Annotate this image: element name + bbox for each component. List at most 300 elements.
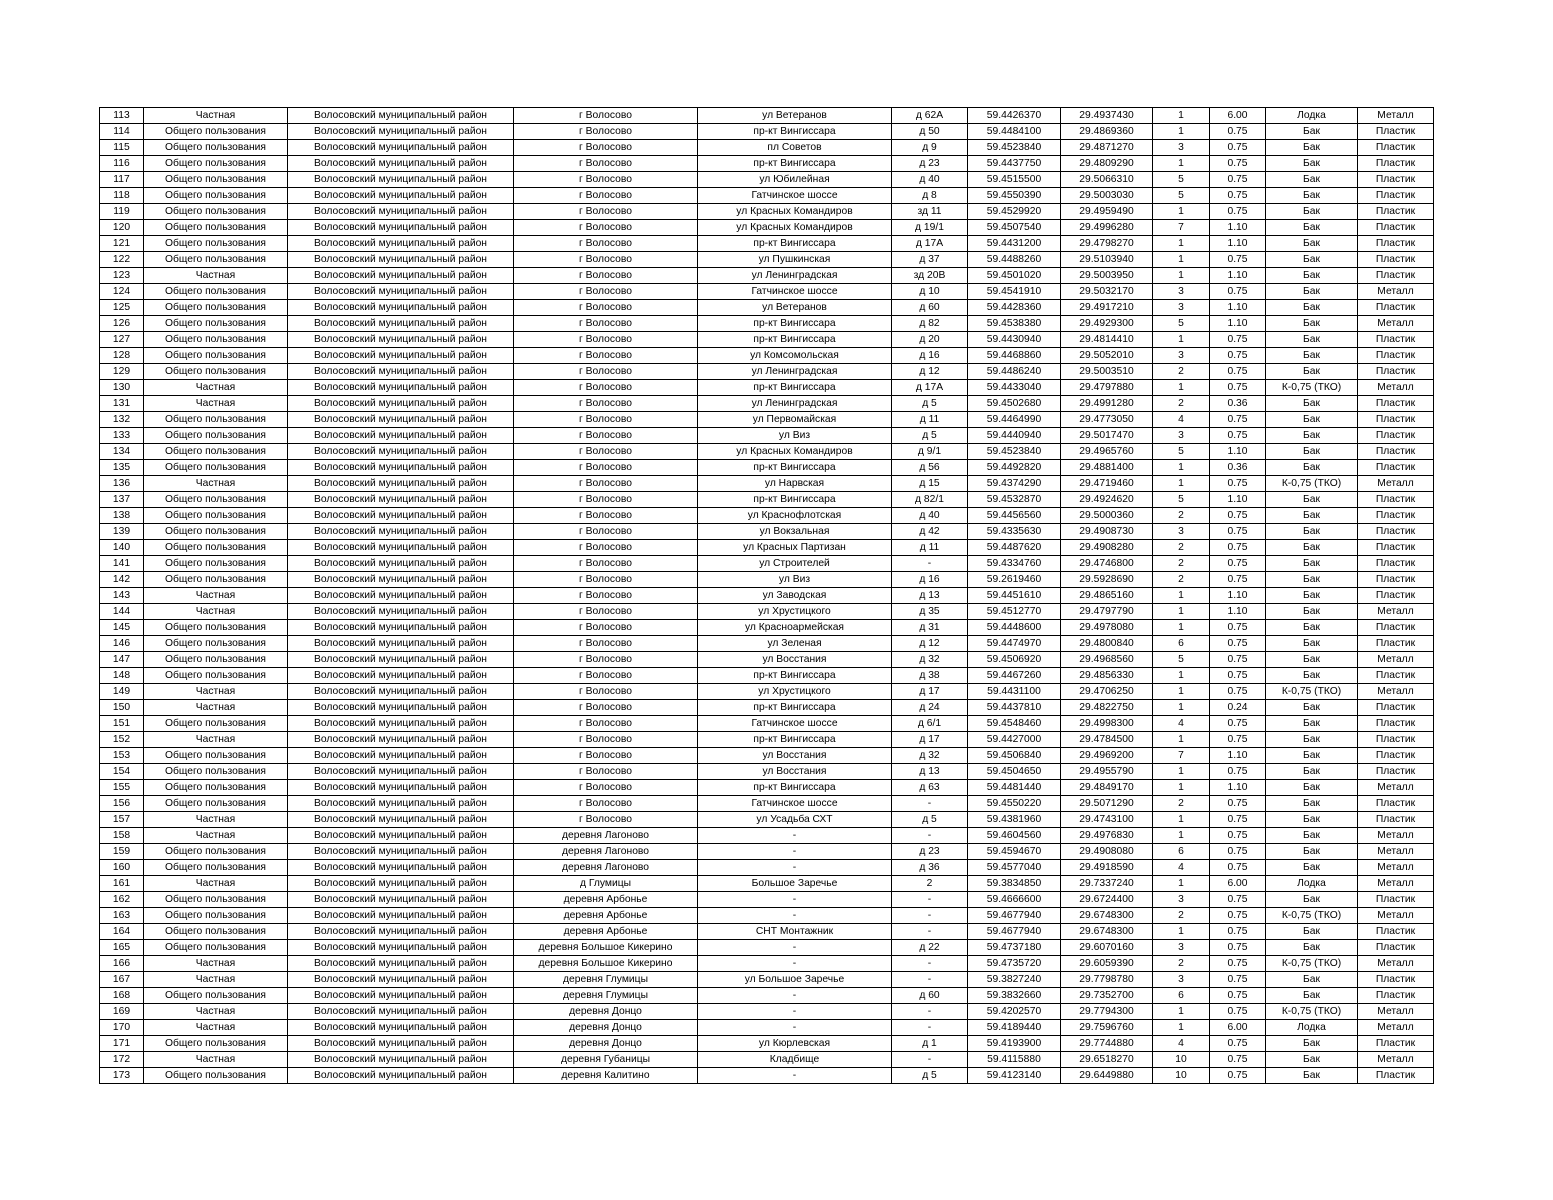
latitude-cell: 59.4451610 xyxy=(968,588,1061,604)
street-cell: ул Юбилейная xyxy=(698,172,892,188)
district-cell: Волосовский муниципальный район xyxy=(288,716,514,732)
container-count-cell: 1 xyxy=(1153,268,1210,284)
latitude-cell: 59.4468860 xyxy=(968,348,1061,364)
street-cell: ул Заводская xyxy=(698,588,892,604)
volume-cell: 0.75 xyxy=(1210,940,1266,956)
latitude-cell: 59.4440940 xyxy=(968,428,1061,444)
house-cell: д 6/1 xyxy=(892,716,968,732)
row-number-cell: 154 xyxy=(100,764,144,780)
container-type-cell: Бак xyxy=(1266,588,1358,604)
container-type-cell: Бак xyxy=(1266,396,1358,412)
table-row xyxy=(100,172,1434,188)
latitude-cell: 59.4115880 xyxy=(968,1052,1061,1068)
street-cell: пр-кт Вингиссара xyxy=(698,332,892,348)
container-count-cell: 10 xyxy=(1153,1052,1210,1068)
ownership-cell: Общего пользования xyxy=(144,1036,288,1052)
container-type-cell: Бак xyxy=(1266,972,1358,988)
district-cell: Волосовский муниципальный район xyxy=(288,988,514,1004)
settlement-cell: г Волосово xyxy=(514,108,698,124)
house-cell: д 32 xyxy=(892,652,968,668)
settlement-cell: г Волосово xyxy=(514,556,698,572)
row-number-cell: 117 xyxy=(100,172,144,188)
longitude-cell: 29.4856330 xyxy=(1061,668,1153,684)
volume-cell: 0.75 xyxy=(1210,860,1266,876)
house-cell: зд 11 xyxy=(892,204,968,220)
table-row xyxy=(100,380,1434,396)
volume-cell: 0.75 xyxy=(1210,828,1266,844)
district-cell: Волосовский муниципальный район xyxy=(288,940,514,956)
material-cell: Пластик xyxy=(1358,364,1434,380)
container-count-cell: 2 xyxy=(1153,908,1210,924)
longitude-cell: 29.4917210 xyxy=(1061,300,1153,316)
house-cell: д 36 xyxy=(892,860,968,876)
container-type-cell: Бак xyxy=(1266,492,1358,508)
table-row xyxy=(100,364,1434,380)
volume-cell: 1.10 xyxy=(1210,444,1266,460)
longitude-cell: 29.5003950 xyxy=(1061,268,1153,284)
latitude-cell: 59.4202570 xyxy=(968,1004,1061,1020)
volume-cell: 0.24 xyxy=(1210,700,1266,716)
settlement-cell: г Волосово xyxy=(514,460,698,476)
row-number-cell: 137 xyxy=(100,492,144,508)
table-row xyxy=(100,1068,1434,1084)
material-cell: Металл xyxy=(1358,316,1434,332)
district-cell: Волосовский муниципальный район xyxy=(288,684,514,700)
latitude-cell: 59.4431200 xyxy=(968,236,1061,252)
settlement-cell: г Волосово xyxy=(514,332,698,348)
row-number-cell: 173 xyxy=(100,1068,144,1084)
latitude-cell: 59.4506840 xyxy=(968,748,1061,764)
volume-cell: 6.00 xyxy=(1210,1020,1266,1036)
container-count-cell: 1 xyxy=(1153,684,1210,700)
ownership-cell: Общего пользования xyxy=(144,844,288,860)
house-cell: д 32 xyxy=(892,748,968,764)
street-cell: пр-кт Вингиссара xyxy=(698,236,892,252)
container-count-cell: 1 xyxy=(1153,1020,1210,1036)
house-cell: д 12 xyxy=(892,364,968,380)
material-cell: Пластик xyxy=(1358,668,1434,684)
latitude-cell: 59.4594670 xyxy=(968,844,1061,860)
table-row xyxy=(100,876,1434,892)
volume-cell: 0.75 xyxy=(1210,1004,1266,1020)
container-type-cell: Бак xyxy=(1266,636,1358,652)
volume-cell: 0.75 xyxy=(1210,924,1266,940)
table-row xyxy=(100,700,1434,716)
settlement-cell: деревня Донцо xyxy=(514,1020,698,1036)
street-cell: ул Красных Партизан xyxy=(698,540,892,556)
container-count-cell: 1 xyxy=(1153,764,1210,780)
longitude-cell: 29.4918590 xyxy=(1061,860,1153,876)
district-cell: Волосовский муниципальный район xyxy=(288,204,514,220)
material-cell: Пластик xyxy=(1358,748,1434,764)
street-cell: Гатчинское шоссе xyxy=(698,284,892,300)
house-cell: д 56 xyxy=(892,460,968,476)
container-type-cell: Бак xyxy=(1266,460,1358,476)
row-number-cell: 118 xyxy=(100,188,144,204)
material-cell: Пластик xyxy=(1358,492,1434,508)
volume-cell: 0.75 xyxy=(1210,668,1266,684)
street-cell: ул Строителей xyxy=(698,556,892,572)
table-row xyxy=(100,716,1434,732)
ownership-cell: Частная xyxy=(144,1020,288,1036)
settlement-cell: г Волосово xyxy=(514,700,698,716)
settlement-cell: деревня Арбонье xyxy=(514,908,698,924)
table-row xyxy=(100,908,1434,924)
latitude-cell: 59.4504650 xyxy=(968,764,1061,780)
latitude-cell: 59.4501020 xyxy=(968,268,1061,284)
house-cell: - xyxy=(892,556,968,572)
container-type-cell: Бак xyxy=(1266,524,1358,540)
settlement-cell: г Волосово xyxy=(514,316,698,332)
latitude-cell: 59.4512770 xyxy=(968,604,1061,620)
longitude-cell: 29.4955790 xyxy=(1061,764,1153,780)
table-row xyxy=(100,812,1434,828)
district-cell: Волосовский муниципальный район xyxy=(288,812,514,828)
row-number-cell: 166 xyxy=(100,956,144,972)
settlement-cell: г Волосово xyxy=(514,188,698,204)
container-type-cell: Бак xyxy=(1266,572,1358,588)
volume-cell: 0.75 xyxy=(1210,380,1266,396)
volume-cell: 1.10 xyxy=(1210,316,1266,332)
latitude-cell: 59.4437810 xyxy=(968,700,1061,716)
settlement-cell: г Волосово xyxy=(514,428,698,444)
district-cell: Волосовский муниципальный район xyxy=(288,140,514,156)
district-cell: Волосовский муниципальный район xyxy=(288,764,514,780)
house-cell: - xyxy=(892,924,968,940)
settlement-cell: деревня Лагоново xyxy=(514,860,698,876)
row-number-cell: 164 xyxy=(100,924,144,940)
volume-cell: 0.75 xyxy=(1210,620,1266,636)
table-row xyxy=(100,140,1434,156)
ownership-cell: Общего пользования xyxy=(144,764,288,780)
longitude-cell: 29.4746800 xyxy=(1061,556,1153,572)
row-number-cell: 115 xyxy=(100,140,144,156)
container-type-cell: Бак xyxy=(1266,124,1358,140)
house-cell: - xyxy=(892,908,968,924)
latitude-cell: 59.4189440 xyxy=(968,1020,1061,1036)
material-cell: Пластик xyxy=(1358,300,1434,316)
street-cell: ул Виз xyxy=(698,428,892,444)
row-number-cell: 159 xyxy=(100,844,144,860)
container-type-cell: Бак xyxy=(1266,556,1358,572)
house-cell: д 24 xyxy=(892,700,968,716)
district-cell: Волосовский муниципальный район xyxy=(288,476,514,492)
row-number-cell: 152 xyxy=(100,732,144,748)
settlement-cell: деревня Глумицы xyxy=(514,988,698,1004)
settlement-cell: г Волосово xyxy=(514,252,698,268)
latitude-cell: 59.4507540 xyxy=(968,220,1061,236)
street-cell: ул Хрустицкого xyxy=(698,684,892,700)
volume-cell: 0.75 xyxy=(1210,716,1266,732)
latitude-cell: 59.4123140 xyxy=(968,1068,1061,1084)
container-type-cell: Бак xyxy=(1266,188,1358,204)
settlement-cell: г Волосово xyxy=(514,284,698,300)
table-row xyxy=(100,828,1434,844)
container-count-cell: 2 xyxy=(1153,364,1210,380)
container-count-cell: 4 xyxy=(1153,412,1210,428)
material-cell: Пластик xyxy=(1358,188,1434,204)
ownership-cell: Частная xyxy=(144,476,288,492)
volume-cell: 0.75 xyxy=(1210,556,1266,572)
table-row xyxy=(100,892,1434,908)
district-cell: Волосовский муниципальный район xyxy=(288,460,514,476)
street-cell: СНТ Монтажник xyxy=(698,924,892,940)
container-count-cell: 1 xyxy=(1153,700,1210,716)
settlement-cell: г Волосово xyxy=(514,732,698,748)
container-count-cell: 4 xyxy=(1153,1036,1210,1052)
container-count-cell: 2 xyxy=(1153,508,1210,524)
street-cell: ул Ленинградская xyxy=(698,364,892,380)
table-row xyxy=(100,988,1434,1004)
house-cell: д 42 xyxy=(892,524,968,540)
table-row xyxy=(100,188,1434,204)
district-cell: Волосовский муниципальный район xyxy=(288,156,514,172)
container-count-cell: 7 xyxy=(1153,748,1210,764)
volume-cell: 0.75 xyxy=(1210,1036,1266,1052)
house-cell: д 5 xyxy=(892,812,968,828)
settlement-cell: деревня Большое Кикерино xyxy=(514,956,698,972)
row-number-cell: 156 xyxy=(100,796,144,812)
settlement-cell: г Волосово xyxy=(514,652,698,668)
row-number-cell: 119 xyxy=(100,204,144,220)
longitude-cell: 29.4706250 xyxy=(1061,684,1153,700)
material-cell: Пластик xyxy=(1358,1068,1434,1084)
settlement-cell: г Волосово xyxy=(514,412,698,428)
row-number-cell: 132 xyxy=(100,412,144,428)
container-count-cell: 1 xyxy=(1153,460,1210,476)
container-count-cell: 1 xyxy=(1153,380,1210,396)
settlement-cell: г Волосово xyxy=(514,780,698,796)
latitude-cell: 59.4550220 xyxy=(968,796,1061,812)
street-cell: пл Советов xyxy=(698,140,892,156)
district-cell: Волосовский муниципальный район xyxy=(288,284,514,300)
longitude-cell: 29.5928690 xyxy=(1061,572,1153,588)
ownership-cell: Общего пользования xyxy=(144,364,288,380)
container-type-cell: Бак xyxy=(1266,332,1358,348)
material-cell: Пластик xyxy=(1358,156,1434,172)
volume-cell: 0.75 xyxy=(1210,412,1266,428)
material-cell: Пластик xyxy=(1358,268,1434,284)
table-row xyxy=(100,732,1434,748)
district-cell: Волосовский муниципальный район xyxy=(288,636,514,652)
longitude-cell: 29.4798270 xyxy=(1061,236,1153,252)
longitude-cell: 29.7337240 xyxy=(1061,876,1153,892)
street-cell: ул Красных Командиров xyxy=(698,204,892,220)
longitude-cell: 29.6449880 xyxy=(1061,1068,1153,1084)
house-cell: д 19/1 xyxy=(892,220,968,236)
container-type-cell: К-0,75 (ТКО) xyxy=(1266,908,1358,924)
longitude-cell: 29.4959490 xyxy=(1061,204,1153,220)
table-row xyxy=(100,204,1434,220)
table-row xyxy=(100,940,1434,956)
longitude-cell: 29.4800840 xyxy=(1061,636,1153,652)
house-cell: д 17 xyxy=(892,684,968,700)
row-number-cell: 126 xyxy=(100,316,144,332)
row-number-cell: 155 xyxy=(100,780,144,796)
container-count-cell: 3 xyxy=(1153,284,1210,300)
latitude-cell: 59.4604560 xyxy=(968,828,1061,844)
ownership-cell: Общего пользования xyxy=(144,188,288,204)
row-number-cell: 114 xyxy=(100,124,144,140)
longitude-cell: 29.4871270 xyxy=(1061,140,1153,156)
ownership-cell: Общего пользования xyxy=(144,620,288,636)
longitude-cell: 29.4822750 xyxy=(1061,700,1153,716)
material-cell: Пластик xyxy=(1358,1036,1434,1052)
row-number-cell: 135 xyxy=(100,460,144,476)
settlement-cell: деревня Калитино xyxy=(514,1068,698,1084)
volume-cell: 0.75 xyxy=(1210,796,1266,812)
street-cell: Кладбище xyxy=(698,1052,892,1068)
ownership-cell: Общего пользования xyxy=(144,316,288,332)
container-count-cell: 1 xyxy=(1153,332,1210,348)
ownership-cell: Общего пользования xyxy=(144,540,288,556)
container-count-cell: 2 xyxy=(1153,556,1210,572)
street-cell: пр-кт Вингиссара xyxy=(698,492,892,508)
settlement-cell: г Волосово xyxy=(514,796,698,812)
ownership-cell: Общего пользования xyxy=(144,780,288,796)
ownership-cell: Частная xyxy=(144,268,288,284)
house-cell: д 82 xyxy=(892,316,968,332)
ownership-cell: Частная xyxy=(144,108,288,124)
row-number-cell: 130 xyxy=(100,380,144,396)
container-count-cell: 5 xyxy=(1153,444,1210,460)
table-row xyxy=(100,460,1434,476)
ownership-cell: Общего пользования xyxy=(144,572,288,588)
container-type-cell: К-0,75 (ТКО) xyxy=(1266,956,1358,972)
material-cell: Пластик xyxy=(1358,460,1434,476)
district-cell: Волосовский муниципальный район xyxy=(288,380,514,396)
settlement-cell: деревня Лагоново xyxy=(514,828,698,844)
settlement-cell: г Волосово xyxy=(514,748,698,764)
material-cell: Металл xyxy=(1358,844,1434,860)
settlement-cell: г Волосово xyxy=(514,572,698,588)
ownership-cell: Частная xyxy=(144,700,288,716)
longitude-cell: 29.4929300 xyxy=(1061,316,1153,332)
container-count-cell: 1 xyxy=(1153,108,1210,124)
street-cell: пр-кт Вингиссара xyxy=(698,460,892,476)
volume-cell: 0.75 xyxy=(1210,348,1266,364)
longitude-cell: 29.4937430 xyxy=(1061,108,1153,124)
container-count-cell: 5 xyxy=(1153,492,1210,508)
district-cell: Волосовский муниципальный район xyxy=(288,1020,514,1036)
district-cell: Волосовский муниципальный район xyxy=(288,924,514,940)
container-count-cell: 3 xyxy=(1153,140,1210,156)
container-count-cell: 1 xyxy=(1153,924,1210,940)
table-row xyxy=(100,620,1434,636)
ownership-cell: Общего пользования xyxy=(144,1068,288,1084)
volume-cell: 0.75 xyxy=(1210,428,1266,444)
volume-cell: 1.10 xyxy=(1210,748,1266,764)
row-number-cell: 157 xyxy=(100,812,144,828)
table-body xyxy=(100,108,1434,1084)
house-cell: д 23 xyxy=(892,844,968,860)
container-count-cell: 5 xyxy=(1153,316,1210,332)
volume-cell: 1.10 xyxy=(1210,300,1266,316)
house-cell: д 38 xyxy=(892,668,968,684)
container-type-cell: Бак xyxy=(1266,604,1358,620)
material-cell: Пластик xyxy=(1358,124,1434,140)
row-number-cell: 169 xyxy=(100,1004,144,1020)
container-type-cell: Бак xyxy=(1266,428,1358,444)
street-cell: ул Ленинградская xyxy=(698,396,892,412)
volume-cell: 0.36 xyxy=(1210,396,1266,412)
row-number-cell: 128 xyxy=(100,348,144,364)
row-number-cell: 144 xyxy=(100,604,144,620)
street-cell: ул Кюрлевская xyxy=(698,1036,892,1052)
row-number-cell: 162 xyxy=(100,892,144,908)
table-row xyxy=(100,220,1434,236)
material-cell: Металл xyxy=(1358,380,1434,396)
container-count-cell: 6 xyxy=(1153,844,1210,860)
settlement-cell: г Волосово xyxy=(514,716,698,732)
longitude-cell: 29.6748300 xyxy=(1061,924,1153,940)
row-number-cell: 151 xyxy=(100,716,144,732)
street-cell: ул Зеленая xyxy=(698,636,892,652)
material-cell: Пластик xyxy=(1358,700,1434,716)
settlement-cell: деревня Глумицы xyxy=(514,972,698,988)
table-row xyxy=(100,796,1434,812)
house-cell: д 50 xyxy=(892,124,968,140)
street-cell: ул Восстания xyxy=(698,764,892,780)
volume-cell: 0.75 xyxy=(1210,252,1266,268)
district-cell: Волосовский муниципальный район xyxy=(288,908,514,924)
district-cell: Волосовский муниципальный район xyxy=(288,604,514,620)
ownership-cell: Частная xyxy=(144,956,288,972)
latitude-cell: 59.4448600 xyxy=(968,620,1061,636)
volume-cell: 1.10 xyxy=(1210,268,1266,284)
ownership-cell: Общего пользования xyxy=(144,236,288,252)
settlement-cell: г Волосово xyxy=(514,396,698,412)
container-count-cell: 3 xyxy=(1153,348,1210,364)
district-cell: Волосовский муниципальный район xyxy=(288,108,514,124)
settlement-cell: г Волосово xyxy=(514,444,698,460)
longitude-cell: 29.7744880 xyxy=(1061,1036,1153,1052)
district-cell: Волосовский муниципальный район xyxy=(288,700,514,716)
container-type-cell: Бак xyxy=(1266,732,1358,748)
container-type-cell: К-0,75 (ТКО) xyxy=(1266,380,1358,396)
district-cell: Волосовский муниципальный район xyxy=(288,572,514,588)
ownership-cell: Частная xyxy=(144,876,288,892)
district-cell: Волосовский муниципальный район xyxy=(288,268,514,284)
row-number-cell: 168 xyxy=(100,988,144,1004)
street-cell: ул Вокзальная xyxy=(698,524,892,540)
container-sites-table xyxy=(99,107,1434,1084)
house-cell: д 16 xyxy=(892,572,968,588)
container-count-cell: 1 xyxy=(1153,828,1210,844)
latitude-cell: 59.4515500 xyxy=(968,172,1061,188)
district-cell: Волосовский муниципальный район xyxy=(288,556,514,572)
longitude-cell: 29.7794300 xyxy=(1061,1004,1153,1020)
ownership-cell: Общего пользования xyxy=(144,412,288,428)
settlement-cell: деревня Арбонье xyxy=(514,924,698,940)
volume-cell: 0.36 xyxy=(1210,460,1266,476)
container-type-cell: Бак xyxy=(1266,828,1358,844)
settlement-cell: г Волосово xyxy=(514,508,698,524)
latitude-cell: 59.3827240 xyxy=(968,972,1061,988)
ownership-cell: Общего пользования xyxy=(144,860,288,876)
material-cell: Пластик xyxy=(1358,396,1434,412)
container-count-cell: 1 xyxy=(1153,476,1210,492)
material-cell: Металл xyxy=(1358,1052,1434,1068)
latitude-cell: 59.4484100 xyxy=(968,124,1061,140)
container-type-cell: Бак xyxy=(1266,844,1358,860)
ownership-cell: Общего пользования xyxy=(144,492,288,508)
district-cell: Волосовский муниципальный район xyxy=(288,124,514,140)
ownership-cell: Частная xyxy=(144,684,288,700)
settlement-cell: деревня Лагоново xyxy=(514,844,698,860)
ownership-cell: Общего пользования xyxy=(144,220,288,236)
container-type-cell: Лодка xyxy=(1266,108,1358,124)
